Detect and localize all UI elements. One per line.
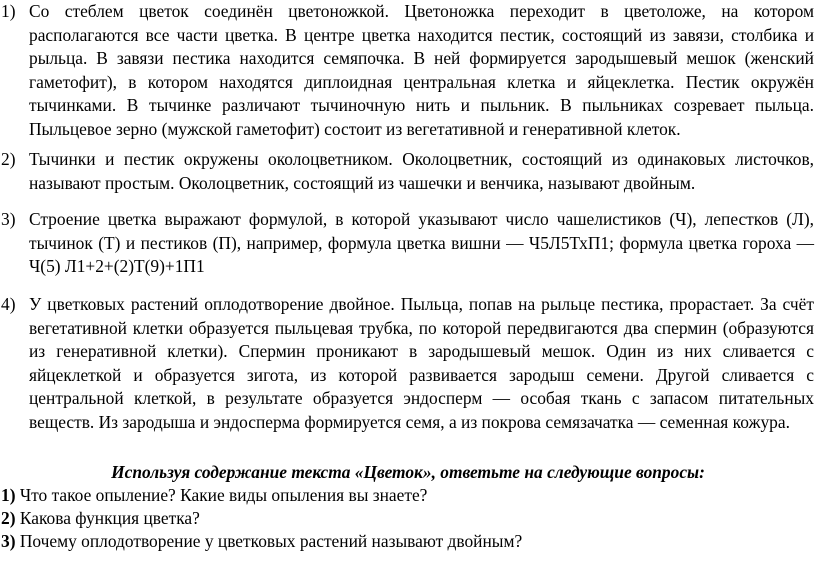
- paragraph-number: 2): [1, 149, 16, 169]
- question-1: [1, 484, 427, 508]
- paragraph-text: Со стеблем цветок соединён цветоножкой. Цветоножка переходит в цветоложе, на котором располагаются все части цветка. В центре цветка находится пестик, состоящий из завязи, столбика и рыльца. В завязи пестика находится семяпочка. В ней формируется зародышевый мешок (женский гаметофит), в котором находятся диплоидная центральная клетка и яйцеклетка. Пестик окружён тычинками. В тычинке различают тычиночную нить и пыльник. В пыльниках созревает пыльца. Пыльцевое зерно (мужской гаметофит) состоит из вегетативной и генеративной клеток.: [29, 1, 814, 139]
- question-text: Что такое опыление? Какие виды опыления вы знаете?: [19, 485, 428, 505]
- question-number: 2): [1, 508, 16, 528]
- question-3: [1, 530, 522, 554]
- question-text: Какова функция цветка?: [19, 508, 200, 528]
- question-number: 3): [1, 531, 16, 551]
- question-text: Почему оплодотворение у цветковых растений называют двойным?: [19, 531, 523, 551]
- question-2: [1, 507, 200, 531]
- paragraph-number: 4): [1, 294, 16, 314]
- paragraph-text: У цветковых растений оплодотворение двойное. Пыльца, попав на рыльце пестика, прорастает. За счёт вегетативной клетки образуется пыльцевая трубка, по которой передвигаются два спермин (образуются из генеративной клетки). Спермин проникают в зародышевый мешок. Один из них сливается с яйцеклеткой и образуется зигота, из которой развивается зародыш семени. Другой сливается с центральной клеткой, в результате образуется эндосперм — особая ткань с запасом питательных веществ. Из зародыша и эндосперма формируется семя, а из покрова семязачатка — семенная кожура.: [29, 294, 814, 432]
- paragraph-text: Тычинки и пестик окружены околоцветником. Околоцветник, состоящий из одинаковых листочков, называют простым. Околоцветник, состоящий из чашечки и венчика, называют двойным.: [29, 149, 814, 193]
- task-heading: Используя содержание текста «Цветок», ответьте на следующие вопросы:: [111, 462, 705, 482]
- paragraph-text: Строение цветка выражают формулой, в которой указывают число чашелистиков (Ч), лепестков (Л), тычинок (Т) и пестиков (П), например, формула цветка вишни — Ч5Л5ТхП1; формула цветка гороха — Ч(5) Л1+2+(2)Т(9)+1П1: [29, 209, 814, 277]
- paragraph-number: 3): [1, 209, 16, 229]
- question-number: 1): [1, 485, 16, 505]
- paragraph-number: 1): [1, 1, 16, 21]
